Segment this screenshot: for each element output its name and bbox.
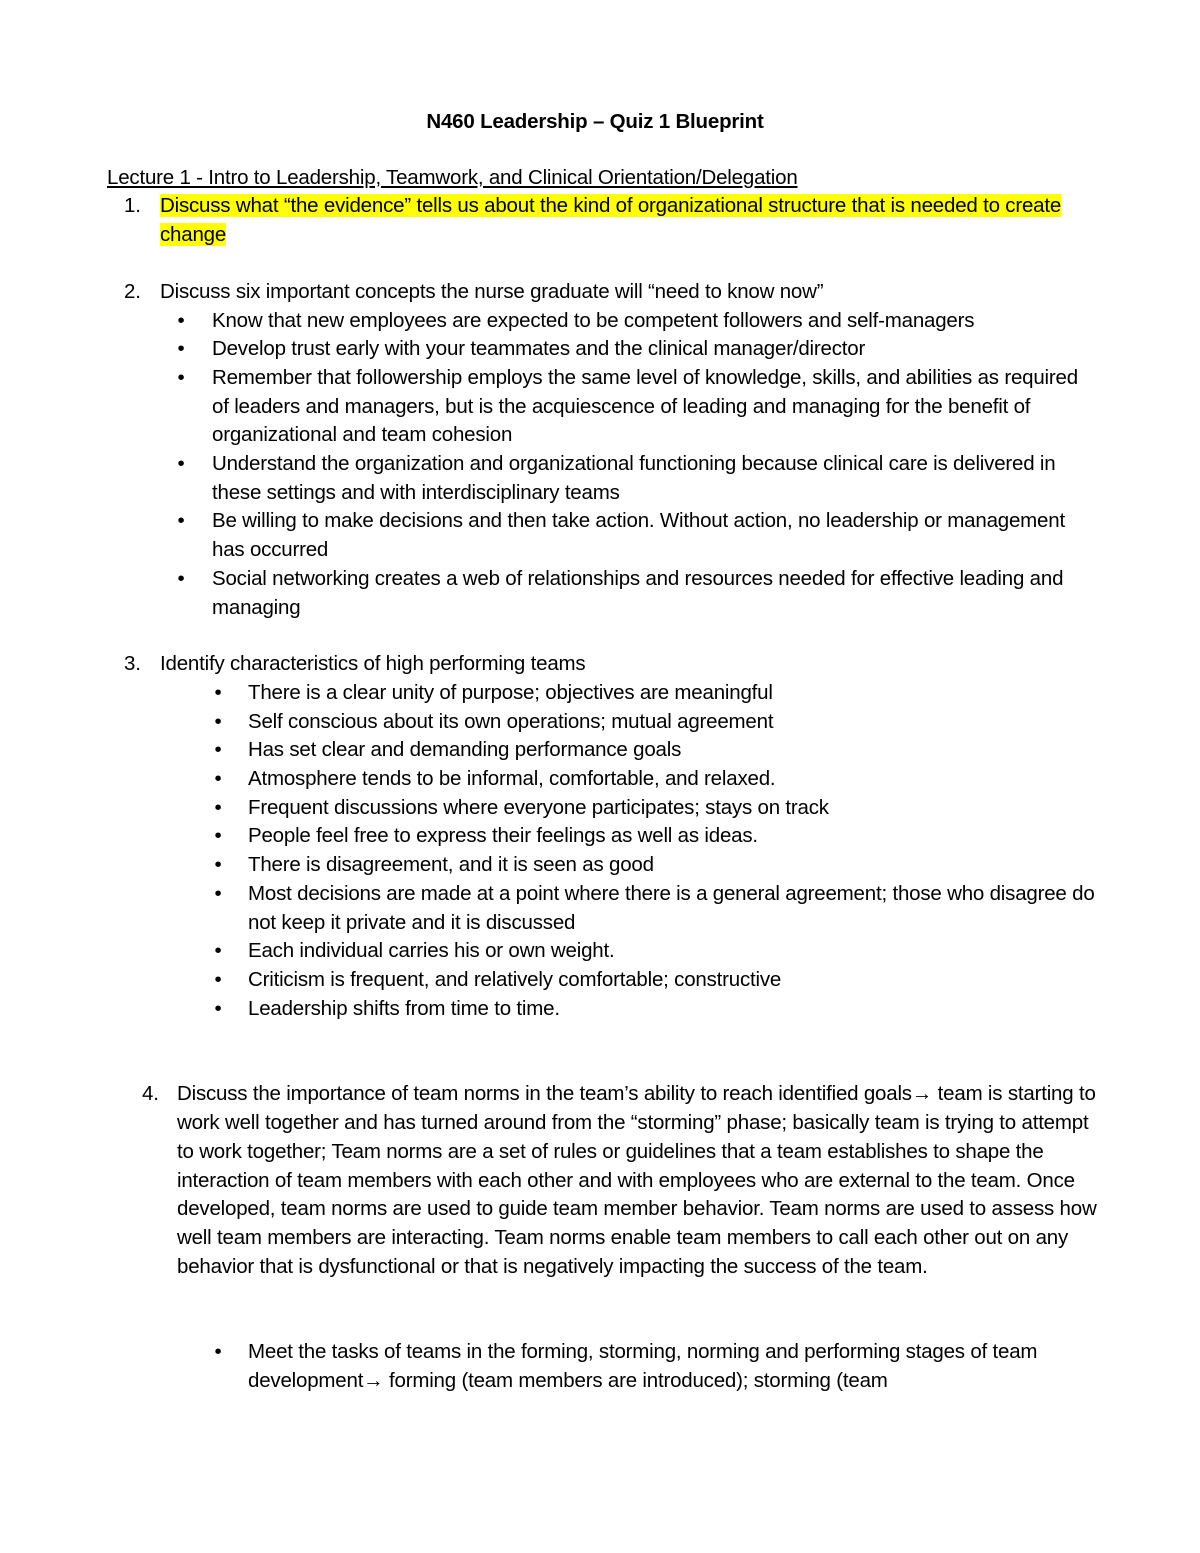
team-characteristics-list	[107, 679, 1097, 1023]
bullet-text: Meet the tasks of teams in the forming, storming, norming and performing stages of team development	[248, 1340, 1038, 1393]
bullet-icon: •	[177, 337, 185, 361]
bullet-item: • There is a clear unity of purpose; objectives are meaningful	[107, 679, 1097, 708]
bullet-item: • Atmosphere tends to be informal, comfortable, and relaxed.	[107, 765, 1097, 794]
bullet-item: • Remember that followership employs the same level of knowledge, skills, and abilities as required of leaders and managers, but is the acquiescence of leading and managing for the benefit of organizational and team cohesion	[107, 364, 1097, 450]
list-item-text-continued: team is starting to work well together and has turned around from the “storming” phase; basically team is trying to attempt to work together; Team norms are a set of rules or guidelines that a team establishes to shape the interaction of team members with each other and with employees who are external to the team. Once developed, team norms are used to guide team member behavior. Team norms are used to assess how well team members are interacting. Team norms enable team members to call each other out on any behavior that is dysfunctional or that is negatively impacting the success of the team.	[177, 1082, 1097, 1278]
list-item-text: Discuss six important concepts the nurse graduate will “need to know now”	[160, 279, 824, 303]
right-arrow-icon: →	[911, 1082, 933, 1106]
bullet-item: • People feel free to express their feelings as well as ideas.	[107, 822, 1097, 851]
bullet-icon: •	[214, 709, 222, 733]
bullet-item: • Self conscious about its own operations; mutual agreement	[107, 708, 1097, 737]
list-item-1	[107, 192, 1097, 249]
highlighted-text: Discuss what “the evidence” tells us about the kind of organizational structure that is needed to create change	[160, 194, 1062, 247]
bullet-icon: •	[214, 824, 222, 848]
list-number: 2.	[124, 279, 141, 303]
bullet-item: • Has set clear and demanding performance goals	[107, 736, 1097, 765]
bullet-icon: •	[177, 452, 185, 476]
document-title: N460 Leadership – Quiz 1 Blueprint	[426, 110, 764, 133]
bullet-text-continued: forming (team members are introduced); storming (team	[383, 1369, 888, 1393]
right-arrow-icon: →	[363, 1369, 384, 1393]
bullet-icon: •	[214, 795, 222, 819]
list-item-4	[107, 1080, 1097, 1281]
bullet-icon: •	[214, 853, 222, 877]
document-body	[107, 108, 1097, 1396]
bullet-item: • Understand the organization and organizational functioning because clinical care is delivered in these settings and with interdisciplinary teams	[107, 450, 1097, 507]
list-number: 4.	[142, 1082, 159, 1106]
bullet-icon: •	[214, 967, 222, 991]
bullet-icon: •	[214, 738, 222, 762]
list-item-text: Identify characteristics of high performing teams	[160, 652, 586, 676]
bullet-icon: •	[214, 767, 222, 791]
team-stages-bullet	[107, 1338, 1097, 1395]
bullet-icon: •	[177, 566, 185, 590]
bullet-icon: •	[177, 365, 185, 389]
bullet-item: • Most decisions are made at a point where there is a general agreement; those who disagree do not keep it private and it is discussed	[107, 880, 1097, 937]
list-number: 3.	[124, 652, 141, 676]
bullet-item: • Develop trust early with your teammates and the clinical manager/director	[107, 335, 1097, 364]
list-item-2	[107, 278, 1097, 307]
bullet-icon: •	[214, 680, 222, 704]
list-item-text: Discuss the importance of team norms in the team’s ability to reach identified goals	[177, 1082, 912, 1106]
bullet-item: • Know that new employees are expected to be competent followers and self-managers	[107, 307, 1097, 336]
bullet-icon: •	[214, 1340, 222, 1364]
list-number: 1.	[124, 194, 141, 218]
bullet-item: • There is disagreement, and it is seen as good	[107, 851, 1097, 880]
bullet-item: • Social networking creates a web of relationships and resources needed for effective leading and managing	[107, 565, 1097, 622]
list-item-3	[107, 650, 1097, 679]
bullet-icon: •	[177, 509, 185, 533]
bullet-item: • Frequent discussions where everyone participates; stays on track	[107, 794, 1097, 823]
bullet-icon: •	[214, 939, 222, 963]
bullet-item: • Each individual carries his or own weight.	[107, 937, 1097, 966]
concepts-bullet-list	[107, 307, 1097, 623]
bullet-icon: •	[177, 308, 185, 332]
bullet-item: • Be willing to make decisions and then take action. Without action, no leadership or management has occurred	[107, 507, 1097, 564]
bullet-icon: •	[214, 881, 222, 905]
bullet-item: • Criticism is frequent, and relatively comfortable; constructive	[107, 966, 1097, 995]
lecture-heading: Lecture 1 - Intro to Leadership, Teamwork, and Clinical Orientation/Delegation	[107, 165, 798, 189]
bullet-item: • Leadership shifts from time to time.	[107, 995, 1097, 1024]
bullet-icon: •	[214, 996, 222, 1020]
